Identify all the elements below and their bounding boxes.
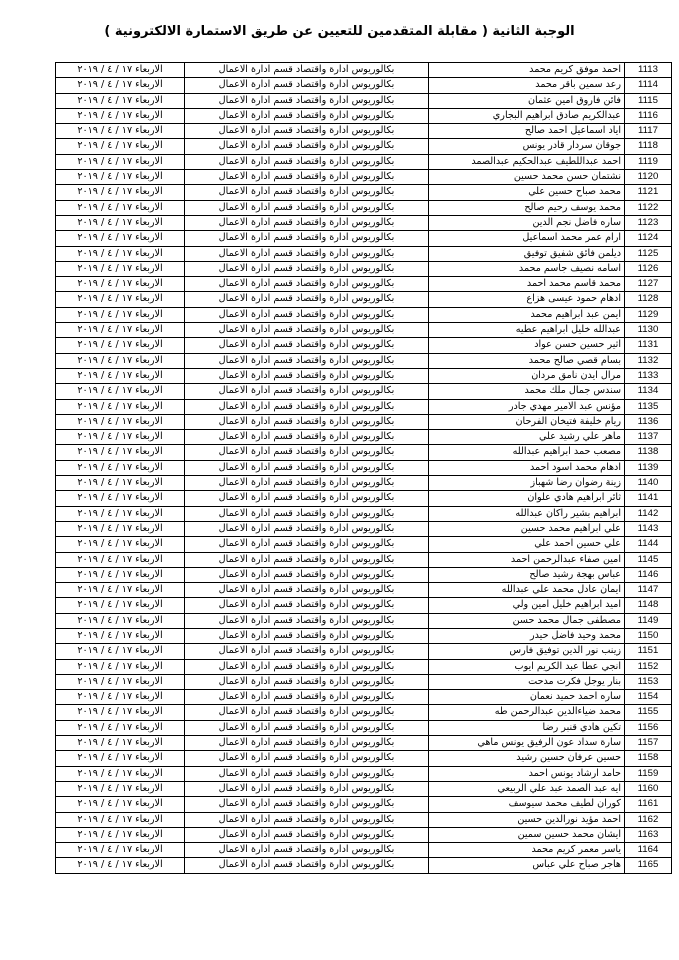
row-number-cell: 1128 [625, 292, 672, 307]
applicant-name-cell: ايشان محمد حسين سمين [429, 827, 625, 842]
degree-cell: بكالوريوس ادارة واقتصاد قسم ادارة الاعمال [185, 690, 429, 705]
row-number-cell: 1133 [625, 368, 672, 383]
degree-cell: بكالوريوس ادارة واقتصاد قسم ادارة الاعمال [185, 139, 429, 154]
row-number-cell: 1134 [625, 384, 672, 399]
degree-cell: بكالوريوس ادارة واقتصاد قسم ادارة الاعمال [185, 261, 429, 276]
row-number-cell: 1147 [625, 583, 672, 598]
degree-cell: بكالوريوس ادارة واقتصاد قسم ادارة الاعمال [185, 537, 429, 552]
table-row [56, 537, 672, 552]
table-row [56, 644, 672, 659]
table-row [56, 414, 672, 429]
table-row [56, 690, 672, 705]
degree-cell: بكالوريوس ادارة واقتصاد قسم ادارة الاعمال [185, 200, 429, 215]
table-row [56, 154, 672, 169]
applicant-name-cell: انجي عطا عبد الكريم ايوب [429, 659, 625, 674]
degree-cell: بكالوريوس ادارة واقتصاد قسم ادارة الاعمال [185, 797, 429, 812]
interview-date-cell: الاربعاء ١٧ / ٤ / ٢٠١٩ [56, 659, 185, 674]
degree-cell: بكالوريوس ادارة واقتصاد قسم ادارة الاعمال [185, 583, 429, 598]
interview-date-cell: الاربعاء ١٧ / ٤ / ٢٠١٩ [56, 323, 185, 338]
interview-date-cell: الاربعاء ١٧ / ٤ / ٢٠١٩ [56, 63, 185, 78]
interview-date-cell: الاربعاء ١٧ / ٤ / ٢٠١٩ [56, 93, 185, 108]
row-number-cell: 1123 [625, 215, 672, 230]
table-row [56, 506, 672, 521]
row-number-cell: 1122 [625, 200, 672, 215]
table-row [56, 78, 672, 93]
row-number-cell: 1157 [625, 736, 672, 751]
applicant-name-cell: رعد سمين باقر محمد [429, 78, 625, 93]
interview-date-cell: الاربعاء ١٧ / ٤ / ٢٠١٩ [56, 277, 185, 292]
interview-date-cell: الاربعاء ١٧ / ٤ / ٢٠١٩ [56, 384, 185, 399]
table-row [56, 583, 672, 598]
table-row [56, 323, 672, 338]
row-number-cell: 1136 [625, 414, 672, 429]
row-number-cell: 1162 [625, 812, 672, 827]
row-number-cell: 1158 [625, 751, 672, 766]
interview-date-cell: الاربعاء ١٧ / ٤ / ٢٠١٩ [56, 246, 185, 261]
row-number-cell: 1135 [625, 399, 672, 414]
table-row [56, 292, 672, 307]
applicant-name-cell: تكين هادي قنبر رضا [429, 720, 625, 735]
row-number-cell: 1155 [625, 705, 672, 720]
interview-date-cell: الاربعاء ١٧ / ٤ / ٢٠١٩ [56, 399, 185, 414]
table-row [56, 384, 672, 399]
degree-cell: بكالوريوس ادارة واقتصاد قسم ادارة الاعمال [185, 736, 429, 751]
table-row [56, 430, 672, 445]
row-number-cell: 1144 [625, 537, 672, 552]
table-row [56, 766, 672, 781]
degree-cell: بكالوريوس ادارة واقتصاد قسم ادارة الاعمال [185, 185, 429, 200]
applicant-name-cell: اثير حسين حسن عواد [429, 338, 625, 353]
degree-cell: بكالوريوس ادارة واقتصاد قسم ادارة الاعمال [185, 323, 429, 338]
degree-cell: بكالوريوس ادارة واقتصاد قسم ادارة الاعمال [185, 476, 429, 491]
degree-cell: بكالوريوس ادارة واقتصاد قسم ادارة الاعمال [185, 307, 429, 322]
interview-date-cell: الاربعاء ١٧ / ٤ / ٢٠١٩ [56, 78, 185, 93]
table-body [56, 63, 672, 874]
interview-date-cell: الاربعاء ١٧ / ٤ / ٢٠١٩ [56, 338, 185, 353]
row-number-cell: 1151 [625, 644, 672, 659]
interview-date-cell: الاربعاء ١٧ / ٤ / ٢٠١٩ [56, 215, 185, 230]
degree-cell: بكالوريوس ادارة واقتصاد قسم ادارة الاعمال [185, 552, 429, 567]
interview-date-cell: الاربعاء ١٧ / ٤ / ٢٠١٩ [56, 139, 185, 154]
applicant-name-cell: حسين عرفان حسين رشيد [429, 751, 625, 766]
row-number-cell: 1138 [625, 445, 672, 460]
applicant-name-cell: ابراهيم بشير راكان عبدالله [429, 506, 625, 521]
table-row [56, 552, 672, 567]
applicant-name-cell: زينة رضوان رضا شهباز [429, 476, 625, 491]
degree-cell: بكالوريوس ادارة واقتصاد قسم ادارة الاعمال [185, 353, 429, 368]
table-row [56, 353, 672, 368]
applicant-name-cell: جوقان سردار قادر يونس [429, 139, 625, 154]
applicant-name-cell: ادهام حمود عيسى هزاع [429, 292, 625, 307]
interview-date-cell: الاربعاء ١٧ / ٤ / ٢٠١٩ [56, 307, 185, 322]
row-number-cell: 1117 [625, 124, 672, 139]
applicant-name-cell: ساره احمد حميد نعمان [429, 690, 625, 705]
interview-date-cell: الاربعاء ١٧ / ٤ / ٢٠١٩ [56, 368, 185, 383]
interview-date-cell: الاربعاء ١٧ / ٤ / ٢٠١٩ [56, 430, 185, 445]
applicant-name-cell: بسام قصي صالح محمد [429, 353, 625, 368]
degree-cell: بكالوريوس ادارة واقتصاد قسم ادارة الاعمال [185, 399, 429, 414]
row-number-cell: 1145 [625, 552, 672, 567]
row-number-cell: 1132 [625, 353, 672, 368]
table-row [56, 476, 672, 491]
applicant-name-cell: اسامه نصيف جاسم محمد [429, 261, 625, 276]
interview-date-cell: الاربعاء ١٧ / ٤ / ٢٠١٩ [56, 613, 185, 628]
applicant-name-cell: مصعب حمد ابراهيم عبدالله [429, 445, 625, 460]
degree-cell: بكالوريوس ادارة واقتصاد قسم ادارة الاعمال [185, 292, 429, 307]
row-number-cell: 1160 [625, 781, 672, 796]
applicant-name-cell: احمد موفق كريم محمد [429, 63, 625, 78]
applicant-name-cell: محمد ضياءالدين عبدالرحمن طه [429, 705, 625, 720]
applicant-name-cell: ديلمن فائق شفيق توفيق [429, 246, 625, 261]
interview-date-cell: الاربعاء ١٧ / ٤ / ٢٠١٩ [56, 552, 185, 567]
row-number-cell: 1116 [625, 108, 672, 123]
interview-date-cell: الاربعاء ١٧ / ٤ / ٢٠١٩ [56, 537, 185, 552]
applicant-name-cell: احمد مؤيد نورالدين حسين [429, 812, 625, 827]
degree-cell: بكالوريوس ادارة واقتصاد قسم ادارة الاعمال [185, 567, 429, 582]
row-number-cell: 1137 [625, 430, 672, 445]
degree-cell: بكالوريوس ادارة واقتصاد قسم ادارة الاعمال [185, 170, 429, 185]
interview-date-cell: الاربعاء ١٧ / ٤ / ٢٠١٩ [56, 353, 185, 368]
degree-cell: بكالوريوس ادارة واقتصاد قسم ادارة الاعمال [185, 414, 429, 429]
applicant-name-cell: ادهام محمد اسود احمد [429, 460, 625, 475]
degree-cell: بكالوريوس ادارة واقتصاد قسم ادارة الاعمال [185, 827, 429, 842]
row-number-cell: 1124 [625, 231, 672, 246]
applicant-name-cell: اياد اسماعيل احمد صالح [429, 124, 625, 139]
applicant-name-cell: مرال ايدن نامق مردان [429, 368, 625, 383]
applicant-name-cell: مصطفى جمال محمد حسن [429, 613, 625, 628]
row-number-cell: 1139 [625, 460, 672, 475]
applicant-name-cell: ماهر علي رشيد علي [429, 430, 625, 445]
row-number-cell: 1165 [625, 858, 672, 873]
table-row [56, 720, 672, 735]
applicant-name-cell: ايه عبد الصمد عبد علي الربيعي [429, 781, 625, 796]
table-row [56, 93, 672, 108]
row-number-cell: 1148 [625, 598, 672, 613]
table-row [56, 797, 672, 812]
applicant-name-cell: ريام خليفة فتيخان الفرحان [429, 414, 625, 429]
degree-cell: بكالوريوس ادارة واقتصاد قسم ادارة الاعمال [185, 506, 429, 521]
interview-date-cell: الاربعاء ١٧ / ٤ / ٢٠١٩ [56, 797, 185, 812]
interview-date-cell: الاربعاء ١٧ / ٤ / ٢٠١٩ [56, 843, 185, 858]
degree-cell: بكالوريوس ادارة واقتصاد قسم ادارة الاعمال [185, 460, 429, 475]
table-row [56, 460, 672, 475]
interview-date-cell: الاربعاء ١٧ / ٤ / ٢٠١٩ [56, 598, 185, 613]
applicant-name-cell: امين صفاء عبدالرحمن احمد [429, 552, 625, 567]
row-number-cell: 1126 [625, 261, 672, 276]
degree-cell: بكالوريوس ادارة واقتصاد قسم ادارة الاعمال [185, 231, 429, 246]
degree-cell: بكالوريوس ادارة واقتصاد قسم ادارة الاعمال [185, 108, 429, 123]
table-row [56, 843, 672, 858]
applicant-name-cell: ياسر معمر كريم محمد [429, 843, 625, 858]
degree-cell: بكالوريوس ادارة واقتصاد قسم ادارة الاعمال [185, 430, 429, 445]
interview-date-cell: الاربعاء ١٧ / ٤ / ٢٠١٩ [56, 491, 185, 506]
table-row [56, 827, 672, 842]
interview-date-cell: الاربعاء ١٧ / ٤ / ٢٠١٩ [56, 644, 185, 659]
row-number-cell: 1129 [625, 307, 672, 322]
degree-cell: بكالوريوس ادارة واقتصاد قسم ادارة الاعمال [185, 628, 429, 643]
row-number-cell: 1140 [625, 476, 672, 491]
interview-date-cell: الاربعاء ١٧ / ٤ / ٢٠١٩ [56, 628, 185, 643]
degree-cell: بكالوريوس ادارة واقتصاد قسم ادارة الاعمال [185, 781, 429, 796]
row-number-cell: 1120 [625, 170, 672, 185]
row-number-cell: 1163 [625, 827, 672, 842]
row-number-cell: 1118 [625, 139, 672, 154]
applicant-name-cell: ايمن عبد ابراهيم محمد [429, 307, 625, 322]
table-row [56, 185, 672, 200]
applicants-table [55, 62, 672, 874]
interview-date-cell: الاربعاء ١٧ / ٤ / ٢٠١٩ [56, 185, 185, 200]
degree-cell: بكالوريوس ادارة واقتصاد قسم ادارة الاعمال [185, 63, 429, 78]
row-number-cell: 1114 [625, 78, 672, 93]
table-row [56, 491, 672, 506]
table-row [56, 338, 672, 353]
table-row [56, 139, 672, 154]
table-row [56, 124, 672, 139]
interview-date-cell: الاربعاء ١٧ / ٤ / ٢٠١٩ [56, 736, 185, 751]
interview-date-cell: الاربعاء ١٧ / ٤ / ٢٠١٩ [56, 812, 185, 827]
interview-date-cell: الاربعاء ١٧ / ٤ / ٢٠١٩ [56, 521, 185, 536]
interview-date-cell: الاربعاء ١٧ / ٤ / ٢٠١٩ [56, 445, 185, 460]
table-row [56, 368, 672, 383]
degree-cell: بكالوريوس ادارة واقتصاد قسم ادارة الاعمال [185, 720, 429, 735]
table-row [56, 399, 672, 414]
row-number-cell: 1150 [625, 628, 672, 643]
table-row [56, 628, 672, 643]
applicant-name-cell: محمد يوسف رحيم صالح [429, 200, 625, 215]
table-row [56, 858, 672, 873]
applicant-name-cell: كوران لطيف محمد سيوسف [429, 797, 625, 812]
degree-cell: بكالوريوس ادارة واقتصاد قسم ادارة الاعمال [185, 93, 429, 108]
interview-date-cell: الاربعاء ١٧ / ٤ / ٢٠١٩ [56, 705, 185, 720]
row-number-cell: 1121 [625, 185, 672, 200]
degree-cell: بكالوريوس ادارة واقتصاد قسم ادارة الاعمال [185, 368, 429, 383]
table-row [56, 108, 672, 123]
interview-date-cell: الاربعاء ١٧ / ٤ / ٢٠١٩ [56, 261, 185, 276]
row-number-cell: 1164 [625, 843, 672, 858]
interview-date-cell: الاربعاء ١٧ / ٤ / ٢٠١٩ [56, 170, 185, 185]
interview-date-cell: الاربعاء ١٧ / ٤ / ٢٠١٩ [56, 460, 185, 475]
row-number-cell: 1142 [625, 506, 672, 521]
table-row [56, 231, 672, 246]
table-row [56, 705, 672, 720]
interview-date-cell: الاربعاء ١٧ / ٤ / ٢٠١٩ [56, 124, 185, 139]
degree-cell: بكالوريوس ادارة واقتصاد قسم ادارة الاعمال [185, 766, 429, 781]
interview-date-cell: الاربعاء ١٧ / ٤ / ٢٠١٩ [56, 751, 185, 766]
applicant-name-cell: زينب نور الدين توفيق فارس [429, 644, 625, 659]
row-number-cell: 1143 [625, 521, 672, 536]
applicant-name-cell: ارام عمر محمد اسماعيل [429, 231, 625, 246]
row-number-cell: 1153 [625, 674, 672, 689]
row-number-cell: 1149 [625, 613, 672, 628]
applicant-name-cell: عبدالله خليل ابراهيم عطيه [429, 323, 625, 338]
interview-date-cell: الاربعاء ١٧ / ٤ / ٢٠١٩ [56, 414, 185, 429]
applicant-name-cell: هاجر صباح علي عباس [429, 858, 625, 873]
row-number-cell: 1127 [625, 277, 672, 292]
applicant-name-cell: ثائر ابراهيم هادي علوان [429, 491, 625, 506]
table-row [56, 521, 672, 536]
row-number-cell: 1125 [625, 246, 672, 261]
degree-cell: بكالوريوس ادارة واقتصاد قسم ادارة الاعمال [185, 491, 429, 506]
degree-cell: بكالوريوس ادارة واقتصاد قسم ادارة الاعمال [185, 598, 429, 613]
applicant-name-cell: نشتمان حسن محمد حسين [429, 170, 625, 185]
degree-cell: بكالوريوس ادارة واقتصاد قسم ادارة الاعمال [185, 445, 429, 460]
applicant-name-cell: محمد وحيد فاضل حيدر [429, 628, 625, 643]
row-number-cell: 1159 [625, 766, 672, 781]
degree-cell: بكالوريوس ادارة واقتصاد قسم ادارة الاعمال [185, 613, 429, 628]
interview-date-cell: الاربعاء ١٧ / ٤ / ٢٠١٩ [56, 231, 185, 246]
applicant-name-cell: فائن فاروق امين عثمان [429, 93, 625, 108]
table-row [56, 736, 672, 751]
table-row [56, 598, 672, 613]
interview-date-cell: الاربعاء ١٧ / ٤ / ٢٠١٩ [56, 766, 185, 781]
interview-date-cell: الاربعاء ١٧ / ٤ / ٢٠١٩ [56, 567, 185, 582]
table-row [56, 246, 672, 261]
degree-cell: بكالوريوس ادارة واقتصاد قسم ادارة الاعمال [185, 858, 429, 873]
interview-date-cell: الاربعاء ١٧ / ٤ / ٢٠١٩ [56, 108, 185, 123]
applicant-name-cell: ايمان عادل محمد علي عبدالله [429, 583, 625, 598]
row-number-cell: 1141 [625, 491, 672, 506]
table-row [56, 674, 672, 689]
degree-cell: بكالوريوس ادارة واقتصاد قسم ادارة الاعمال [185, 277, 429, 292]
applicant-name-cell: ساره فاضل نجم الدين [429, 215, 625, 230]
applicant-name-cell: عباس بهجة رشيد صالح [429, 567, 625, 582]
applicant-name-cell: علي حسين احمد علي [429, 537, 625, 552]
table-row [56, 261, 672, 276]
row-number-cell: 1154 [625, 690, 672, 705]
row-number-cell: 1113 [625, 63, 672, 78]
applicant-name-cell: بنار يوجل فكرت مدحت [429, 674, 625, 689]
row-number-cell: 1119 [625, 154, 672, 169]
degree-cell: بكالوريوس ادارة واقتصاد قسم ادارة الاعمال [185, 338, 429, 353]
row-number-cell: 1156 [625, 720, 672, 735]
interview-date-cell: الاربعاء ١٧ / ٤ / ٢٠١٩ [56, 690, 185, 705]
degree-cell: بكالوريوس ادارة واقتصاد قسم ادارة الاعمال [185, 384, 429, 399]
table-row [56, 200, 672, 215]
interview-date-cell: الاربعاء ١٧ / ٤ / ٢٠١٩ [56, 583, 185, 598]
degree-cell: بكالوريوس ادارة واقتصاد قسم ادارة الاعمال [185, 705, 429, 720]
degree-cell: بكالوريوس ادارة واقتصاد قسم ادارة الاعمال [185, 154, 429, 169]
interview-date-cell: الاربعاء ١٧ / ٤ / ٢٠١٩ [56, 858, 185, 873]
interview-date-cell: الاربعاء ١٧ / ٤ / ٢٠١٩ [56, 674, 185, 689]
applicant-name-cell: سارة سداد عون الرفيق يونس ماهي [429, 736, 625, 751]
interview-date-cell: الاربعاء ١٧ / ٤ / ٢٠١٩ [56, 292, 185, 307]
interview-date-cell: الاربعاء ١٧ / ٤ / ٢٠١٩ [56, 781, 185, 796]
table-row [56, 307, 672, 322]
interview-date-cell: الاربعاء ١٧ / ٤ / ٢٠١٩ [56, 506, 185, 521]
degree-cell: بكالوريوس ادارة واقتصاد قسم ادارة الاعمال [185, 521, 429, 536]
applicant-name-cell: محمد قاسم محمد احمد [429, 277, 625, 292]
table-row [56, 445, 672, 460]
applicant-name-cell: حامد ارشاد يونس احمد [429, 766, 625, 781]
degree-cell: بكالوريوس ادارة واقتصاد قسم ادارة الاعمال [185, 644, 429, 659]
applicant-name-cell: علي ابراهيم محمد حسين [429, 521, 625, 536]
interview-date-cell: الاربعاء ١٧ / ٤ / ٢٠١٩ [56, 827, 185, 842]
table-row [56, 567, 672, 582]
degree-cell: بكالوريوس ادارة واقتصاد قسم ادارة الاعمال [185, 812, 429, 827]
interview-date-cell: الاربعاء ١٧ / ٤ / ٢٠١٩ [56, 476, 185, 491]
interview-date-cell: الاربعاء ١٧ / ٤ / ٢٠١٩ [56, 154, 185, 169]
degree-cell: بكالوريوس ادارة واقتصاد قسم ادارة الاعمال [185, 124, 429, 139]
applicant-name-cell: محمد صباح حسين علي [429, 185, 625, 200]
degree-cell: بكالوريوس ادارة واقتصاد قسم ادارة الاعمال [185, 659, 429, 674]
table-row [56, 751, 672, 766]
table-row [56, 812, 672, 827]
table-row [56, 659, 672, 674]
row-number-cell: 1131 [625, 338, 672, 353]
applicant-name-cell: مؤنس عبد الامير مهدي جادر [429, 399, 625, 414]
table-row [56, 277, 672, 292]
applicant-name-cell: عبدالكريم صادق ابراهيم البجاري [429, 108, 625, 123]
table-row [56, 781, 672, 796]
row-number-cell: 1130 [625, 323, 672, 338]
degree-cell: بكالوريوس ادارة واقتصاد قسم ادارة الاعمال [185, 674, 429, 689]
row-number-cell: 1161 [625, 797, 672, 812]
applicant-name-cell: سندس جمال ملك محمد [429, 384, 625, 399]
table-row [56, 613, 672, 628]
applicant-name-cell: اميد ابراهيم خليل امين ولي [429, 598, 625, 613]
applicant-name-cell: احمد عبداللطيف عبدالحكيم عبدالصمد [429, 154, 625, 169]
degree-cell: بكالوريوس ادارة واقتصاد قسم ادارة الاعمال [185, 215, 429, 230]
degree-cell: بكالوريوس ادارة واقتصاد قسم ادارة الاعمال [185, 843, 429, 858]
row-number-cell: 1115 [625, 93, 672, 108]
page-title: الوجبة الثانية ( مقابلة المتقدمين للتعيين عن طريق الاستمارة الالكترونية ) [104, 24, 575, 39]
table-row [56, 63, 672, 78]
table-row [56, 170, 672, 185]
degree-cell: بكالوريوس ادارة واقتصاد قسم ادارة الاعمال [185, 246, 429, 261]
interview-date-cell: الاربعاء ١٧ / ٤ / ٢٠١٩ [56, 200, 185, 215]
degree-cell: بكالوريوس ادارة واقتصاد قسم ادارة الاعمال [185, 78, 429, 93]
row-number-cell: 1146 [625, 567, 672, 582]
row-number-cell: 1152 [625, 659, 672, 674]
table-row [56, 215, 672, 230]
interview-date-cell: الاربعاء ١٧ / ٤ / ٢٠١٩ [56, 720, 185, 735]
degree-cell: بكالوريوس ادارة واقتصاد قسم ادارة الاعمال [185, 751, 429, 766]
